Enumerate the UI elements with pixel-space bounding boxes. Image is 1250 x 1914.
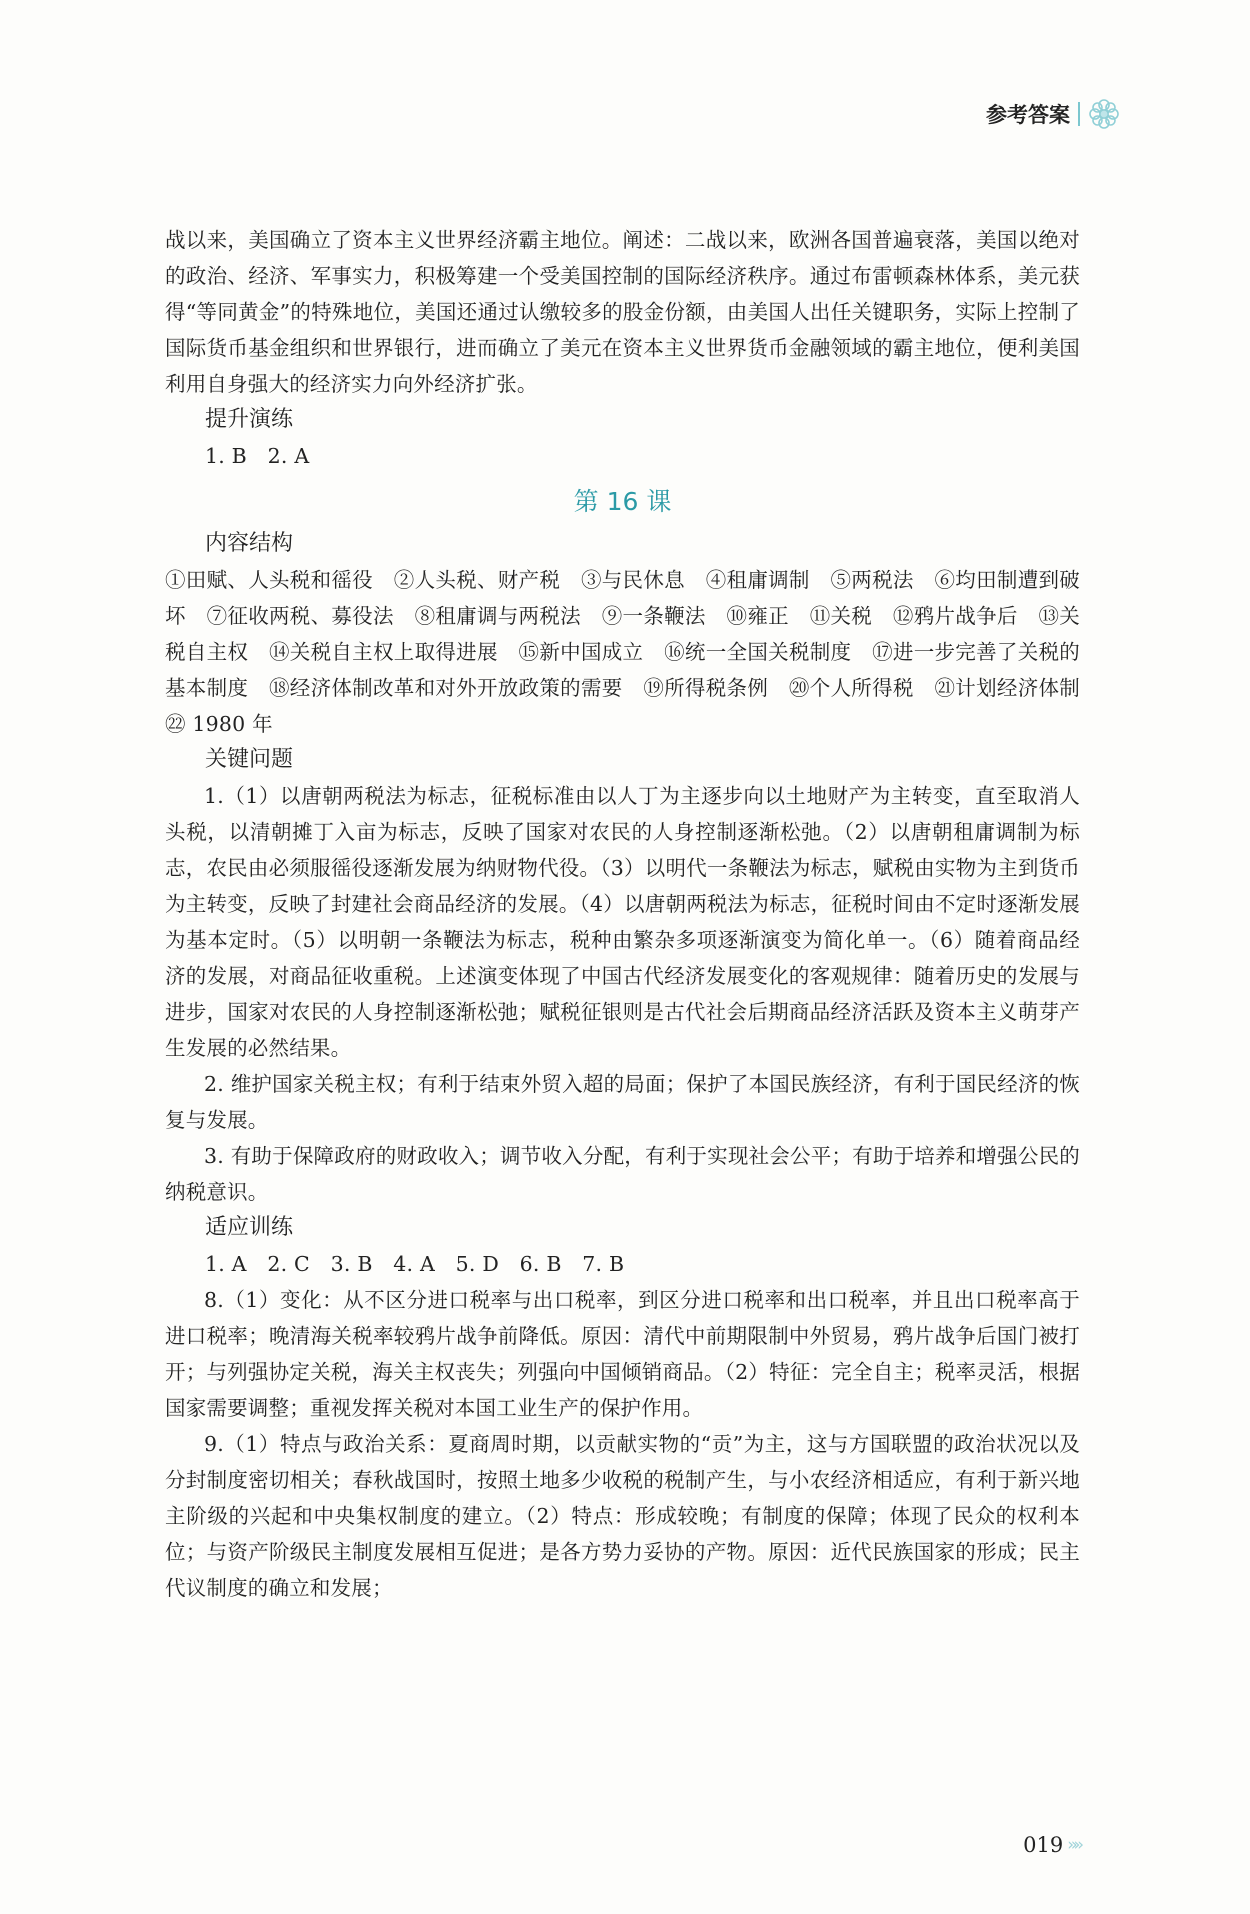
- page-header: [986, 98, 1120, 130]
- intro-paragraph: 战以来，美国确立了资本主义世界经济霸主地位。阐述：二战以来，欧洲各国普遍衰落，美国以绝对的政治、经济、军事实力，积极筹建一个受美国控制的国际经济秩序。通过布雷顿森林体系，美元获得“等同黄金”的特殊地位，美国还通过认缴较多的股金份额，由美国人出任关键职务，实际上控制了国际货币基金组织和世界银行，进而确立了美元在资本主义世界货币金融领域的霸主地位，便利美国利用自身强大的经济实力向外经济扩张。: [165, 228, 1080, 396]
- header-title: 参考答案: [986, 103, 1070, 127]
- practice-answers: 1. B 2. A: [205, 444, 310, 468]
- header-divider: [1078, 102, 1080, 126]
- page-number-text: 019: [1023, 1833, 1064, 1857]
- page-content: [165, 222, 1101, 1606]
- key-question-2: 2. 维护国家关税主权；有利于结束外贸入超的局面；保护了本国民族经济，有利于国民经济的恢复与发展。: [165, 1072, 1080, 1132]
- adaptive-answers: 1. A 2. C 3. B 4. A 5. D 6. B 7. B: [205, 1252, 625, 1276]
- lesson-title: 第 16 课: [573, 487, 672, 516]
- key-question-3: 3. 有助于保障政府的财政收入；调节收入分配，有利于实现社会公平；有助于培养和增强公民的纳税意识。: [165, 1144, 1080, 1204]
- adaptive-question-9: 9.（1）特点与政治关系：夏商周时期，以贡献实物的“贡”为主，这与方国联盟的政治状况以及分封制度密切相关；春秋战国时，按照土地多少收税的税制产生，与小农经济相适应，有利于新兴地主阶级的兴起和中央集权制度的建立。（2）特点：形成较晚；有制度的保障；体现了民众的权利本位；与资产阶级民主制度发展相互促进；是各方势力妥协的产物。原因：近代民族国家的形成；民主代议制度的确立和发展；: [165, 1432, 1080, 1600]
- key-question-1: 1.（1）以唐朝两税法为标志，征税标准由以人丁为主逐步向以土地财产为主转变，直至取消人头税，以清朝摊丁入亩为标志，反映了国家对农民的人身控制逐渐松弛。（2）以唐朝租庸调制为标志，农民由必须服徭役逐渐发展为纳财物代役。（3）以明代一条鞭法为标志，赋税由实物为主到货币为主转变，反映了封建社会商品经济的发展。（4）以唐朝两税法为标志，征税时间由不定时逐渐发展为基本定时。（5）以明朝一条鞭法为标志，税种由繁杂多项逐渐演变为简化单一。（6）随着商品经济的发展，对商品征收重税。上述演变体现了中国古代经济发展变化的客观规律：随着历史的发展与进步，国家对农民的人身控制逐渐松弛；赋税征银则是古代社会后期商品经济活跃及资本主义萌芽产生发展的必然结果。: [165, 784, 1080, 1060]
- section-heading-practice: 提升演练: [205, 407, 294, 432]
- chevron-right-icon: »»: [1067, 1835, 1080, 1855]
- section-heading-key-questions: 关键问题: [205, 747, 294, 772]
- section-heading-structure: 内容结构: [205, 531, 294, 556]
- section-heading-adaptive: 适应训练: [205, 1215, 294, 1240]
- flower-icon: [1088, 98, 1120, 130]
- page-number: [1023, 1833, 1080, 1857]
- adaptive-question-8: 8.（1）变化：从不区分进口税率与出口税率，到区分进口税率和出口税率，并且出口税率高于进口税率；晚清海关税率较鸦片战争前降低。原因：清代中前期限制中外贸易，鸦片战争后国门被打开；与列强协定关税，海关主权丧失；列强向中国倾销商品。（2）特征：完全自主；税率灵活，根据国家需要调整；重视发挥关税对本国工业生产的保护作用。: [165, 1288, 1080, 1420]
- structure-answers: ①田赋、人头税和徭役 ②人头税、财产税 ③与民休息 ④租庸调制 ⑤两税法 ⑥均田制遭到破坏 ⑦征收两税、募役法 ⑧租庸调与两税法 ⑨一条鞭法 ⑩雍正 ⑪关税 ⑫鸦片战争后 ⑬关税自主权 ⑭关税自主权上取得进展 ⑮新中国成立 ⑯统一全国关税制度 ⑰进一步完善了关税的基本制度 ⑱经济体制改革和对外开放政策的需要 ⑲所得税条例 ⑳个人所得税 ㉑计划经济体制 ㉒ 1980 年: [165, 568, 1101, 736]
